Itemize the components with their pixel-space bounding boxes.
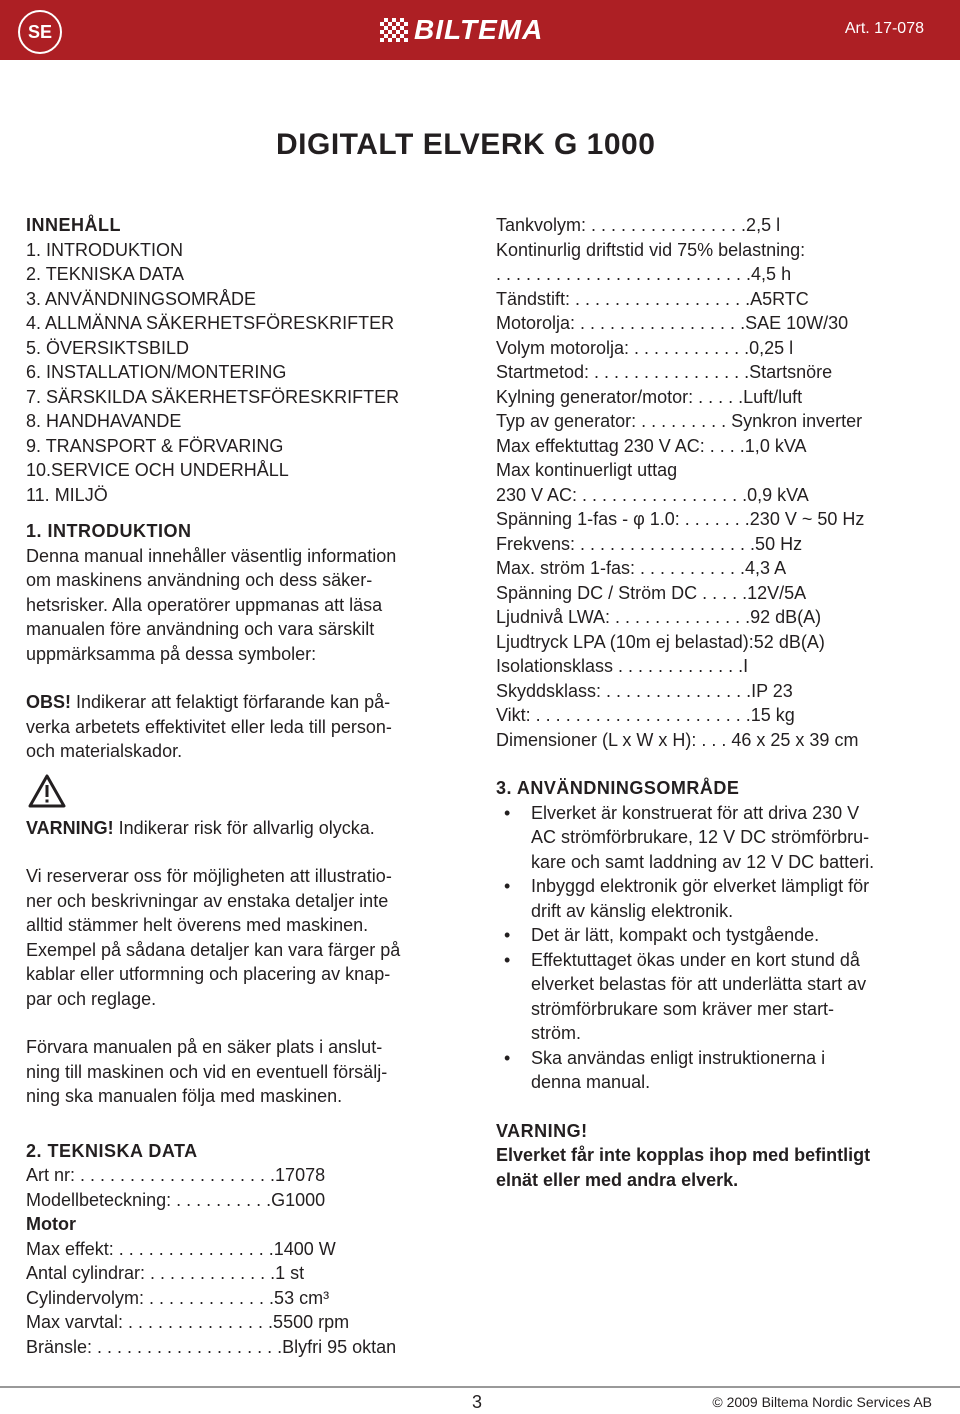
text-line <box>26 690 471 715</box>
spec-row: Typ av generator: . . . . . . . . . Synkron inverter <box>496 411 863 431</box>
spec-list <box>26 1163 471 1359</box>
toc-item: 1. INTRODUKTION <box>26 239 184 260</box>
reserve-paragraph <box>26 864 471 1011</box>
spec-row: Startmetod: . . . . . . . . . . . . . . . .Startsnöre <box>496 362 833 382</box>
text-line: elnät eller med andra elverk. <box>496 1169 739 1190</box>
spec-row: Max varvtal: . . . . . . . . . . . . . . .5500 rpm <box>26 1312 350 1332</box>
spec-list-continued <box>496 213 942 752</box>
list-item <box>496 948 942 1046</box>
spec-row: Motorolja: . . . . . . . . . . . . . . . . .SAE 10W/30 <box>496 313 849 333</box>
list-item <box>496 874 942 923</box>
spec-row: Max effekt: . . . . . . . . . . . . . . . .1400 W <box>26 1238 336 1259</box>
list-item <box>496 801 942 875</box>
text-line: om maskinens användning och dess säker- <box>26 570 373 590</box>
text-line: Förvara manualen på en säker plats i anslut- <box>26 1037 383 1057</box>
warning-paragraph <box>26 816 471 841</box>
spec-row: Ljudtryck LPA (10m ej belastad):52 dB(A) <box>496 631 825 652</box>
left-column <box>26 213 471 1359</box>
brand-logo <box>380 16 543 44</box>
toc-item: 8. HANDHAVANDE <box>26 411 182 431</box>
spec-row: Max. ström 1-fas: . . . . . . . . . . .4,3 A <box>496 558 787 578</box>
text-line: strömförbrukare som kräver mer start- <box>531 998 835 1019</box>
toc-list <box>26 238 471 508</box>
usage-heading: 3. ANVÄNDNINGSOMRÅDE <box>496 778 740 798</box>
text-line: verka arbetets effektivitet eller leda till person- <box>26 716 392 737</box>
text-line: Denna manual innehåller väsentlig information <box>26 545 397 566</box>
text-line: • Inbyggd elektronik gör elverket lämpligt för <box>531 876 870 896</box>
toc-item: 6. INSTALLATION/MONTERING <box>26 362 287 382</box>
spec-row: Max effektuttag 230 V AC: . . . .1,0 kVA <box>496 435 807 456</box>
spec-row: 230 V AC: . . . . . . . . . . . . . . . . .0,9 kVA <box>496 484 809 505</box>
text-line: kare och samt laddning av 12 V DC batteri. <box>531 851 875 872</box>
spec-row: Spänning 1-fas - φ 1.0: . . . . . . .230 V ~ 50 Hz <box>496 509 865 529</box>
text-line: • Elverket är konstruerat för att driva 230 V <box>531 802 860 823</box>
spec-row: Kontinurlig driftstid vid 75% belastning: <box>496 239 806 260</box>
spec-row: Isolationsklass . . . . . . . . . . . . .I <box>496 656 749 676</box>
page-number: 3 <box>472 1392 483 1412</box>
text-line: par och reglage. <box>26 988 157 1009</box>
text-line: Elverket får inte kopplas ihop med befintligt <box>496 1145 871 1165</box>
toc-item: 11. MILJÖ <box>26 484 108 505</box>
text-line: manualen före användning och vara särskilt <box>26 619 375 639</box>
spec-row: Antal cylindrar: . . . . . . . . . . . . .1 st <box>26 1263 305 1283</box>
checkered-flag-icon <box>380 18 408 42</box>
copyright-notice: © 2009 Biltema Nordic Services AB <box>712 1394 932 1410</box>
toc-item: 5. ÖVERSIKTSBILD <box>26 337 190 358</box>
text-line: • Effektuttaget ökas under en kort stund då <box>531 949 860 970</box>
intro-paragraph <box>26 544 471 667</box>
toc-item: 2. TEKNISKA DATA <box>26 264 185 284</box>
right-column <box>496 213 942 1192</box>
spec-row: Modellbeteckning: . . . . . . . . . .G1000 <box>26 1189 326 1210</box>
warning-label: VARNING! <box>26 817 114 838</box>
text-line: • Ska användas enligt instruktionerna i <box>531 1047 826 1068</box>
list-item <box>496 1046 942 1095</box>
brand-name: BILTEMA <box>414 14 544 45</box>
text-line: alltid stämmer helt överens med maskinen. <box>26 915 369 935</box>
spec-row: Bränsle: . . . . . . . . . . . . . . . . . . .Blyfri 95 oktan <box>26 1336 397 1357</box>
warning-triangle-icon <box>28 774 66 808</box>
spec-row: Ljudnivå LWA: . . . . . . . . . . . . . .92 dB(A) <box>496 607 822 627</box>
text-line: denna manual. <box>531 1072 651 1092</box>
obs-label: OBS! <box>26 692 71 712</box>
text-line: och materialskador. <box>26 741 183 761</box>
usage-warning-heading: VARNING! <box>496 1120 588 1141</box>
obs-paragraph <box>26 690 471 764</box>
text-line: uppmärksamma på dessa symboler: <box>26 643 317 664</box>
spec-row: Art nr: . . . . . . . . . . . . . . . . . . . .17078 <box>26 1165 326 1185</box>
text-line: • Det är lätt, kompakt och tystgående. <box>531 925 820 945</box>
spec-row: Tankvolym: . . . . . . . . . . . . . . . .2,5 l <box>496 215 781 235</box>
footer-divider <box>0 1386 960 1388</box>
toc-item: 7. SÄRSKILDA SÄKERHETSFÖRESKRIFTER <box>26 386 400 407</box>
spec-row: Vikt: . . . . . . . . . . . . . . . . . . . . . .15 kg <box>496 705 795 725</box>
toc-item: 10.SERVICE OCH UNDERHÅLL <box>26 460 289 480</box>
tech-heading: 2. TEKNISKA DATA <box>26 1140 198 1161</box>
store-paragraph <box>26 1035 471 1109</box>
toc-item: 3. ANVÄNDNINGSOMRÅDE <box>26 288 257 309</box>
text-line: ning ska manualen följa med maskinen. <box>26 1086 343 1106</box>
text-line: Vi reserverar oss för möjligheten att illustratio- <box>26 866 392 886</box>
usage-warning-text <box>496 1143 942 1192</box>
warning-text: Indikerar risk för allvarlig olycka. <box>113 817 375 838</box>
text-line: kablar eller utformning och placering av knap- <box>26 964 391 984</box>
obs-text: Indikerar att felaktigt förfarande kan på- <box>71 692 391 712</box>
spec-row: Spänning DC / Ström DC . . . . .12V/5A <box>496 582 807 603</box>
text-line: ning till maskinen och vid en eventuell försälj- <box>26 1061 388 1082</box>
page-header <box>0 0 960 60</box>
toc-item: 4. ALLMÄNNA SÄKERHETSFÖRESKRIFTER <box>26 313 395 333</box>
text-line: ner och beskrivningar av enstaka detaljer inte <box>26 890 389 911</box>
text-line: Exempel på sådana detaljer kan vara färger på <box>26 939 401 960</box>
spec-row: Tändstift: . . . . . . . . . . . . . . . . . .A5RTC <box>496 288 809 309</box>
toc-item: 9. TRANSPORT & FÖRVARING <box>26 435 284 456</box>
text-line: AC strömförbrukare, 12 V DC strömförbru- <box>531 827 870 847</box>
spec-row: Dimensioner (L x W x H): . . . 46 x 25 x 39 cm <box>496 729 859 750</box>
list-item <box>496 923 942 948</box>
article-number: Art. 17-078 <box>844 20 924 37</box>
toc-heading: INNEHÅLL <box>26 215 121 235</box>
spec-row: Cylindervolym: . . . . . . . . . . . . .53 cm³ <box>26 1287 330 1308</box>
spec-row: Max kontinuerligt uttag <box>496 460 678 480</box>
text-line: elverket belastas för att underlätta start av <box>531 974 867 994</box>
text-line: drift av känslig elektronik. <box>531 900 734 921</box>
spec-row: Frekvens: . . . . . . . . . . . . . . . . . .50 Hz <box>496 533 803 554</box>
text-line: ström. <box>531 1023 582 1043</box>
motor-subheading: Motor <box>26 1214 76 1234</box>
spec-row: Kylning generator/motor: . . . . .Luft/luft <box>496 386 803 407</box>
language-badge: SE <box>18 10 62 54</box>
usage-bullet-list <box>496 801 942 1095</box>
spec-row: Volym motorolja: . . . . . . . . . . . .0,25 l <box>496 337 794 358</box>
page-title: DIGITALT ELVERK G 1000 <box>276 128 656 161</box>
spec-row: . . . . . . . . . . . . . . . . . . . . . . . . . .4,5 h <box>496 264 792 284</box>
text-line: hetsrisker. Alla operatörer uppmanas att läsa <box>26 594 383 615</box>
spec-row: Skyddsklass: . . . . . . . . . . . . . . .IP 23 <box>496 680 793 701</box>
intro-heading: 1. INTRODUKTION <box>26 521 192 541</box>
